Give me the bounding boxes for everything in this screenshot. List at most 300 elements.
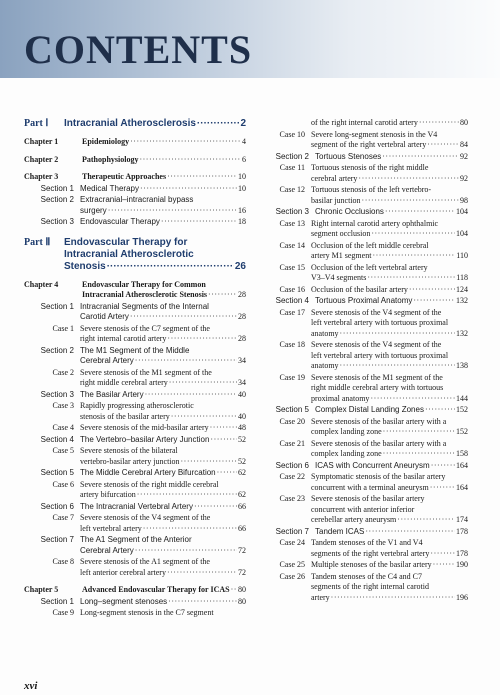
toc-page-number: 104 bbox=[456, 229, 468, 238]
toc-section bbox=[24, 217, 246, 228]
dot-leader bbox=[431, 461, 455, 472]
toc-entry-title: of the right internal carotid artery bbox=[311, 118, 418, 127]
toc-case-label: Case 5 bbox=[52, 446, 74, 455]
toc-entry-title: Tortuous Proximal Anatomy bbox=[315, 296, 413, 305]
toc-entry-title: Severe long-segment stenosis in the V4 bbox=[311, 129, 438, 139]
toc-entry-line bbox=[80, 184, 246, 195]
toc-case bbox=[263, 285, 468, 296]
toc-page-number: 84 bbox=[460, 140, 468, 149]
toc-section-label: Section 5 bbox=[275, 405, 309, 414]
toc-page-number: 52 bbox=[238, 456, 246, 466]
toc-page-number: 52 bbox=[238, 434, 246, 444]
toc-entry-line bbox=[80, 312, 246, 323]
dot-leader bbox=[145, 390, 237, 401]
toc-entry-line bbox=[82, 137, 246, 148]
toc-entry-title: Carotid Artery bbox=[80, 312, 129, 321]
toc-entry-title: Severe stenosis of the mid-basilar artery bbox=[80, 423, 209, 432]
dot-leader bbox=[168, 597, 237, 608]
dot-leader bbox=[419, 118, 459, 129]
toc-entry-line bbox=[80, 546, 246, 557]
toc-section bbox=[24, 468, 246, 479]
toc-entry-line bbox=[311, 196, 468, 207]
toc-case bbox=[263, 439, 468, 460]
toc-entry-line bbox=[80, 608, 246, 619]
toc-section bbox=[263, 405, 468, 416]
dot-leader bbox=[382, 152, 459, 163]
toc-entry-title: Intracranial Segments of the Internal bbox=[80, 301, 209, 311]
toc-section-label: Section 6 bbox=[40, 501, 74, 511]
toc-entry-line bbox=[311, 251, 468, 262]
toc-case bbox=[263, 219, 468, 240]
toc-chapter-label: Chapter 4 bbox=[24, 279, 59, 289]
toc-section-label: Section 7 bbox=[40, 535, 74, 544]
toc-page-number: 34 bbox=[238, 378, 246, 387]
toc-case-label: Case 11 bbox=[279, 163, 305, 172]
toc-entry-line bbox=[80, 368, 246, 379]
page-number: xvi bbox=[24, 680, 38, 692]
toc-entry-title: Tandem ICAS bbox=[315, 526, 365, 536]
toc-entry-line bbox=[82, 172, 246, 183]
toc-case-label: Case 3 bbox=[52, 401, 74, 410]
toc-case bbox=[263, 130, 468, 151]
toc-section bbox=[24, 535, 246, 556]
toc-entry-title: Severe stenosis of the V4 segment of the bbox=[80, 513, 211, 522]
toc-page-number: 158 bbox=[456, 449, 468, 458]
toc-case-label: Case 9 bbox=[52, 608, 74, 617]
toc-page-number: 6 bbox=[242, 154, 246, 164]
toc-entry-line bbox=[311, 361, 468, 372]
toc-entry-line bbox=[311, 515, 468, 526]
dot-leader bbox=[197, 118, 240, 130]
toc-entry-title: Severe stenosis of the basilar artery bbox=[311, 494, 425, 503]
toc-entry-line bbox=[80, 568, 246, 579]
toc-entry-title: V3–V4 segments bbox=[311, 273, 367, 282]
toc-entry-line bbox=[311, 285, 468, 296]
toc-entry-line bbox=[311, 593, 468, 604]
toc-page-number: 174 bbox=[456, 515, 468, 524]
toc-case-label: Case 7 bbox=[52, 513, 74, 522]
toc-entry-line bbox=[64, 118, 246, 130]
toc-section bbox=[24, 302, 246, 323]
dot-leader bbox=[208, 290, 237, 301]
toc-case bbox=[24, 368, 246, 389]
toc-entry-title: left vertebral artery with tortuous proximal bbox=[311, 350, 449, 360]
toc-case-label: Case 10 bbox=[279, 129, 305, 139]
dot-leader bbox=[194, 502, 237, 513]
toc-case bbox=[24, 513, 246, 534]
toc-chapter bbox=[24, 280, 246, 301]
dot-leader bbox=[427, 140, 459, 151]
dot-leader bbox=[331, 593, 455, 604]
toc-entry-line bbox=[311, 118, 468, 129]
toc-entry-line bbox=[311, 417, 468, 428]
dot-leader bbox=[385, 207, 455, 218]
toc-page-number: 152 bbox=[456, 405, 468, 414]
toc-page-number: 10 bbox=[238, 172, 246, 181]
toc-page-number: 152 bbox=[456, 427, 468, 436]
toc-page-number: 28 bbox=[238, 290, 246, 299]
toc-entry-title: Severe stenosis of the V4 segment of the bbox=[311, 307, 442, 317]
dot-leader bbox=[167, 172, 237, 183]
toc-entry-line bbox=[311, 394, 468, 405]
page-title: CONTENTS bbox=[24, 27, 253, 72]
dot-leader bbox=[372, 251, 455, 262]
toc-section bbox=[263, 527, 468, 538]
toc-case bbox=[24, 608, 246, 619]
toc-entry-line bbox=[80, 502, 246, 513]
toc-section-label: Section 1 bbox=[40, 596, 74, 606]
toc-entry-title: The M1 Segment of the Middle bbox=[80, 345, 190, 355]
toc-entry-line bbox=[80, 468, 246, 479]
toc-case bbox=[263, 494, 468, 526]
toc-entry-title: right internal carotid artery bbox=[80, 334, 167, 343]
toc-entry-line bbox=[80, 435, 246, 446]
dot-leader bbox=[143, 524, 237, 535]
toc-page-number: 164 bbox=[456, 482, 468, 492]
toc-entry-line bbox=[80, 324, 246, 335]
toc-page-number: 34 bbox=[238, 356, 246, 365]
toc-entry-line bbox=[80, 302, 246, 313]
toc-entry-line bbox=[80, 334, 246, 345]
toc-entry-title: left vertebral artery with tortuous proximal bbox=[311, 318, 449, 327]
toc-entry-line bbox=[82, 155, 246, 166]
toc-entry-title: Tortuous stenosis of the right middle bbox=[311, 163, 429, 172]
toc-entry-line bbox=[311, 219, 468, 230]
toc-entry-title: The Vertebro–basilar Artery Junction bbox=[80, 434, 210, 444]
toc-page-number: 26 bbox=[234, 260, 246, 272]
toc-case-label: Case 19 bbox=[279, 372, 305, 382]
toc-section bbox=[24, 184, 246, 195]
toc-entry-line bbox=[311, 538, 468, 549]
toc-chapter-label: Chapter 1 bbox=[24, 137, 59, 146]
toc-entry-title: Epidemiology bbox=[82, 137, 130, 146]
toc-entry-title: segments of the right vertebral artery bbox=[311, 548, 430, 558]
toc-entry-title: Occlusion of the left middle cerebral bbox=[311, 240, 429, 250]
toc-case bbox=[263, 472, 468, 493]
toc-entry-title: Endovascular Therapy for Common bbox=[82, 279, 206, 289]
toc-entry-line bbox=[80, 524, 246, 535]
toc-page-number: 28 bbox=[238, 334, 246, 343]
toc-case-label: Case 14 bbox=[279, 240, 305, 250]
toc-page-number: 178 bbox=[456, 526, 468, 536]
dot-leader bbox=[433, 560, 455, 571]
toc-page-number: 132 bbox=[456, 328, 468, 338]
toc-entry-title: Occlusion of the basilar artery bbox=[311, 284, 408, 294]
toc-entry-title: Stenosis bbox=[64, 260, 106, 272]
toc-entry-title: Endovascular Therapy for bbox=[64, 236, 188, 248]
toc-page-number: 144 bbox=[456, 393, 468, 403]
toc-entry-title: Medical Therapy bbox=[80, 183, 139, 193]
toc-page-number: 72 bbox=[238, 567, 246, 577]
toc-page-number: 66 bbox=[238, 523, 246, 533]
toc-page-number: 110 bbox=[456, 251, 468, 260]
toc-entry-line bbox=[311, 308, 468, 319]
dot-leader bbox=[231, 585, 237, 596]
toc-entry-title: proximal anatomy bbox=[311, 393, 370, 403]
toc-entry-title: Cerebral Artery bbox=[80, 545, 134, 555]
toc-section-label: Section 3 bbox=[40, 389, 74, 399]
dot-leader bbox=[409, 285, 455, 296]
toc-entry-title: Rapidly progressing atherosclerotic bbox=[80, 401, 194, 410]
toc-entry-title: cerebellar artery aneurysm bbox=[311, 515, 397, 524]
toc-entry-title: concurrent with a terminal aneurysm bbox=[311, 482, 429, 492]
toc-page-number: 92 bbox=[460, 173, 468, 183]
dot-leader bbox=[430, 549, 455, 560]
dot-leader bbox=[365, 527, 455, 538]
dot-leader bbox=[362, 196, 459, 207]
toc-entry-title: concurrent with anterior inferior bbox=[311, 504, 415, 514]
dot-leader bbox=[425, 405, 455, 416]
toc-page-number: 104 bbox=[456, 207, 468, 216]
toc-entry-title: complex landing zone bbox=[311, 427, 382, 436]
toc-part bbox=[24, 237, 246, 273]
dot-leader bbox=[340, 329, 455, 340]
toc-entry-title: artery M1 segment bbox=[311, 251, 372, 260]
toc-entry-title: vertebro-basilar artery junction bbox=[80, 456, 180, 466]
toc-case-label: Case 23 bbox=[279, 494, 305, 503]
toc-entry-line bbox=[315, 405, 468, 416]
dot-leader bbox=[167, 568, 237, 579]
toc-entry-line bbox=[311, 582, 468, 593]
toc-entry-line bbox=[80, 206, 246, 217]
toc-entry-title: Severe stenosis of the V4 segment of the bbox=[311, 340, 442, 349]
toc-entry-line bbox=[311, 329, 468, 340]
toc-chapter-label: Chapter 3 bbox=[24, 172, 59, 181]
toc-section-label: Section 2 bbox=[40, 195, 74, 204]
toc-case bbox=[263, 308, 468, 340]
toc-case bbox=[263, 340, 468, 372]
toc-right-column bbox=[263, 118, 468, 603]
dot-leader bbox=[108, 206, 237, 217]
toc-page-number: 40 bbox=[238, 411, 246, 421]
toc-entry-line bbox=[80, 446, 246, 457]
toc-case bbox=[263, 560, 468, 571]
toc-entry-line bbox=[80, 412, 246, 423]
toc-entry-line bbox=[311, 549, 468, 560]
toc-case bbox=[263, 163, 468, 184]
toc-chapter bbox=[24, 155, 246, 166]
toc-entry-title: artery bbox=[311, 592, 330, 602]
toc-entry-line bbox=[311, 572, 468, 583]
toc-entry-line bbox=[80, 535, 246, 546]
toc-case-label: Case 26 bbox=[279, 571, 305, 581]
toc-entry-title: Severe stenosis of the basilar artery with a bbox=[311, 438, 447, 448]
toc-entry-line bbox=[311, 439, 468, 450]
toc-case-label: Case 16 bbox=[279, 284, 305, 294]
toc-entry-line bbox=[311, 185, 468, 196]
toc-entry-line bbox=[64, 261, 246, 273]
toc-entry-title: Severe stenosis of the right middle cerebral bbox=[80, 479, 219, 489]
toc-entry-line bbox=[315, 207, 468, 218]
toc-case-label: Case 2 bbox=[52, 367, 74, 377]
toc-entry-line bbox=[311, 273, 468, 284]
toc-section bbox=[24, 502, 246, 513]
dot-leader bbox=[413, 296, 455, 307]
toc-case bbox=[24, 557, 246, 578]
toc-entry-title: anatomy bbox=[311, 361, 339, 370]
toc-entry-title: Extracranial–intracranial bypass bbox=[80, 195, 194, 204]
toc-page-number: 124 bbox=[456, 284, 468, 294]
toc-entry-title: Severe stenosis of the bilateral bbox=[80, 446, 178, 455]
dot-leader bbox=[217, 468, 237, 479]
toc-page-number: 28 bbox=[238, 312, 246, 321]
toc-page-number: 80 bbox=[238, 585, 246, 594]
toc-entry-title: The Basilar Artery bbox=[80, 389, 144, 399]
dot-leader bbox=[430, 483, 455, 494]
toc-entry-title: complex landing zone bbox=[311, 449, 382, 458]
toc-section-label: Section 1 bbox=[40, 301, 74, 311]
dot-leader bbox=[358, 174, 459, 185]
toc-entry-line bbox=[311, 373, 468, 384]
toc-entry-title: Symptomatic stenosis of the basilar artery bbox=[311, 472, 446, 481]
toc-case-label: Case 15 bbox=[279, 262, 305, 272]
toc-page-number: 118 bbox=[456, 273, 468, 282]
toc-entry-title: The Middle Cerebral Artery Bifurcation bbox=[80, 468, 216, 477]
toc-entry-title: Long-segment stenosis in the C7 segment bbox=[80, 608, 214, 617]
toc-entry-title: ICAS with Concurrent Aneurysm bbox=[315, 460, 430, 470]
toc-case bbox=[24, 480, 246, 501]
toc-page-number: 4 bbox=[242, 137, 246, 146]
toc-entry-line bbox=[80, 513, 246, 524]
toc-case-label: Case 6 bbox=[52, 479, 74, 489]
toc-case-label: Case 17 bbox=[279, 307, 305, 317]
toc-entry-line bbox=[80, 490, 246, 501]
toc-case bbox=[24, 446, 246, 467]
toc-case-label: Case 8 bbox=[52, 557, 74, 566]
dot-leader bbox=[210, 435, 237, 446]
toc-entry-line bbox=[311, 449, 468, 460]
toc-case bbox=[263, 572, 468, 604]
dot-leader bbox=[130, 137, 241, 148]
toc-section-label: Section 6 bbox=[275, 460, 309, 470]
dot-leader bbox=[107, 261, 234, 273]
toc-section-label: Section 3 bbox=[40, 217, 74, 226]
dot-leader bbox=[137, 490, 237, 501]
toc-section-label: Section 2 bbox=[40, 345, 74, 355]
toc-entry-line bbox=[311, 427, 468, 438]
toc-entry-line bbox=[64, 249, 246, 261]
toc-entry-title: surgery bbox=[80, 205, 107, 215]
toc-entry-title: segments of the right internal carotid bbox=[311, 582, 429, 591]
toc-case-label: Case 20 bbox=[279, 416, 305, 426]
toc-entry-title: Chronic Occlusions bbox=[315, 207, 384, 216]
toc-page-number: 18 bbox=[238, 217, 246, 226]
toc-section-label: Section 4 bbox=[275, 296, 309, 305]
toc-entry-title: Cerebral Artery bbox=[80, 356, 134, 365]
toc-case-label: Case 1 bbox=[52, 323, 74, 333]
toc-case bbox=[24, 401, 246, 422]
toc-entry-title: Tandem stenoses of the V1 and V4 bbox=[311, 538, 423, 547]
toc-entry-title: Occlusion of the left vertebral artery bbox=[311, 262, 428, 272]
toc-case bbox=[263, 373, 468, 405]
dot-leader bbox=[181, 457, 237, 468]
toc-entry-line bbox=[311, 472, 468, 483]
toc-page-number: 92 bbox=[460, 151, 468, 161]
toc-entry-title: Complex Distal Landing Zones bbox=[315, 405, 424, 414]
toc-chapter-label: Chapter 5 bbox=[24, 585, 59, 594]
toc-entry-title: segment occlusion bbox=[311, 229, 371, 238]
toc-entry-line bbox=[311, 318, 468, 329]
toc-entry-line bbox=[80, 423, 246, 434]
toc-entry-line bbox=[80, 346, 246, 357]
dot-leader bbox=[370, 394, 455, 405]
toc-case bbox=[263, 241, 468, 262]
toc-case bbox=[263, 118, 468, 129]
toc-entry-title: left anterior cerebral artery bbox=[80, 567, 166, 577]
toc-entry-line bbox=[80, 195, 246, 206]
toc-entry-line bbox=[80, 217, 246, 228]
toc-entry-title: right middle cerebral artery bbox=[80, 378, 168, 387]
toc-entry-title: right middle cerebral artery with tortuous bbox=[311, 383, 444, 392]
toc-entry-title: Severe stenosis of the A1 segment of the bbox=[80, 557, 210, 566]
toc-entry-title: Severe stenosis of the M1 segment of the bbox=[80, 367, 212, 377]
toc-section bbox=[24, 195, 246, 216]
toc-chapter bbox=[24, 172, 246, 183]
toc-case-label: Case 18 bbox=[279, 340, 305, 349]
toc-entry-title: Tandem stenoses of the C4 and C7 bbox=[311, 571, 422, 581]
toc-entry-title: Tortuous Stenoses bbox=[315, 151, 382, 161]
toc-part-label: Part Ⅱ bbox=[24, 236, 51, 248]
toc-entry-title: basilar junction bbox=[311, 195, 361, 205]
dot-leader bbox=[383, 427, 455, 438]
toc-section-label: Section 3 bbox=[275, 207, 309, 216]
dot-leader bbox=[130, 312, 237, 323]
toc-section bbox=[263, 152, 468, 163]
toc-case bbox=[24, 423, 246, 434]
toc-section bbox=[24, 435, 246, 446]
toc-entry-line bbox=[315, 152, 468, 163]
toc-page-number: 178 bbox=[456, 548, 468, 558]
toc-page-number: 138 bbox=[456, 361, 468, 370]
toc-page-number: 80 bbox=[460, 118, 468, 127]
toc-entry-title: left vertebral artery bbox=[80, 523, 142, 533]
toc-case-label: Case 4 bbox=[52, 423, 74, 432]
toc-entry-line bbox=[80, 356, 246, 367]
toc-entry-line bbox=[311, 241, 468, 252]
toc-entry-title: Right internal carotid artery ophthalmic bbox=[311, 218, 439, 228]
toc-case-label: Case 22 bbox=[279, 472, 305, 481]
toc-page-number: 190 bbox=[456, 560, 468, 569]
toc-entry-line bbox=[311, 174, 468, 185]
toc-chapter bbox=[24, 585, 246, 596]
toc-page-number: 98 bbox=[460, 195, 468, 205]
dot-leader bbox=[139, 155, 241, 166]
toc-entry-title: Severe stenosis of the M1 segment of the bbox=[311, 372, 443, 382]
toc-case-label: Case 25 bbox=[279, 560, 305, 569]
dot-leader bbox=[340, 361, 455, 372]
dot-leader bbox=[135, 546, 237, 557]
toc-entry-line bbox=[315, 527, 468, 538]
toc-section bbox=[263, 207, 468, 218]
toc-entry-title: Advanced Endovascular Therapy for ICAS bbox=[82, 585, 230, 594]
toc-entry-line bbox=[315, 296, 468, 307]
toc-entry-line bbox=[311, 560, 468, 571]
toc-case bbox=[263, 185, 468, 206]
toc-entry-line bbox=[311, 263, 468, 274]
toc-entry-title: cerebral artery bbox=[311, 173, 358, 183]
toc-entry-title: Endovascular Therapy bbox=[80, 217, 160, 226]
toc-entry-title: Severe stenosis of the basilar artery with a bbox=[311, 416, 447, 426]
toc-section-label: Section 2 bbox=[275, 151, 309, 161]
toc-entry-line bbox=[80, 480, 246, 491]
dot-leader bbox=[367, 273, 455, 284]
toc-section bbox=[263, 296, 468, 307]
toc-entry-title: Tortuous stenosis of the left vertebro- bbox=[311, 185, 432, 194]
toc-case-label: Case 24 bbox=[279, 538, 305, 547]
dot-leader bbox=[210, 423, 237, 434]
toc-case bbox=[24, 324, 246, 345]
toc-case-label: Case 12 bbox=[279, 185, 305, 194]
